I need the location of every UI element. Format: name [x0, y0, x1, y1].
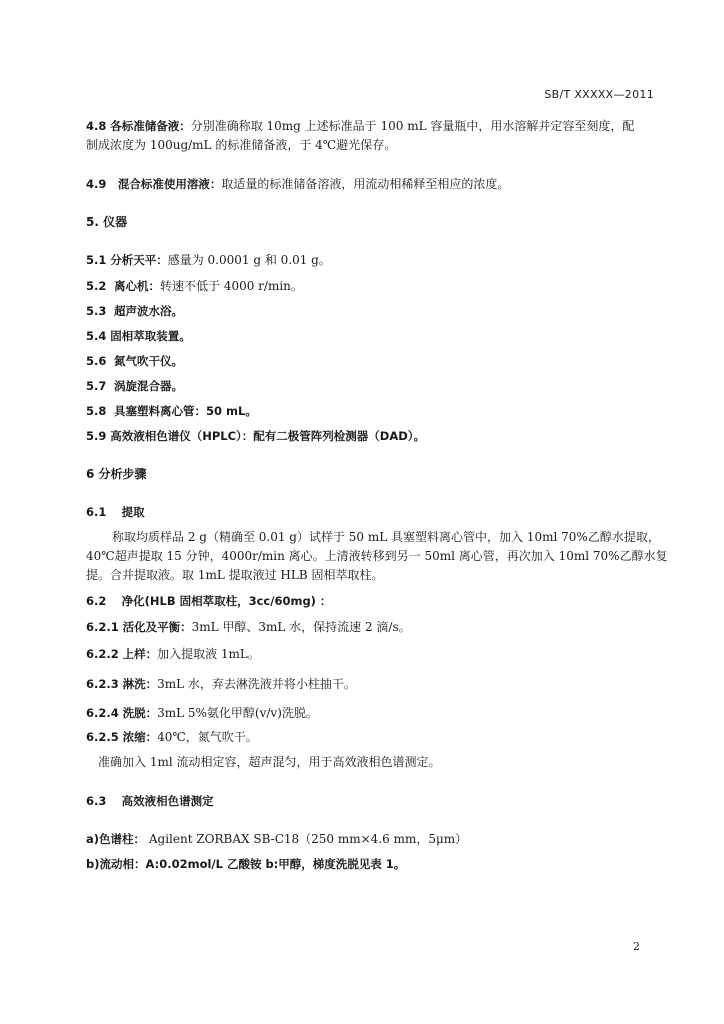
clause-6-1-line-3: 提。合并提取液。取 1mL 提取液过 HLB 固相萃取柱。 — [86, 568, 384, 582]
clause-number: 4.9 — [86, 177, 107, 191]
clause-term: 具塞塑料离心管： — [114, 404, 207, 418]
clause-term: 分析天平： — [110, 253, 168, 267]
clause-5-1 — [86, 251, 658, 270]
clause-number: 6.2.3 — [86, 677, 119, 691]
section-5-title: 5. 仪器 — [86, 215, 128, 229]
clause-term: 离心机： — [114, 279, 161, 293]
clause-text: 取适量的标准储备溶液，用流动相稀释至相应的浓度。 — [221, 177, 510, 191]
clause-4-9 — [86, 175, 658, 194]
clause-4-8 — [86, 117, 658, 136]
clause-term: 涡旋混合器。 — [114, 379, 184, 393]
clause-6-1-line-1: 称取均质样品 2 g（精确至 0.01 g）试样于 50 mL 具塞塑料离心管中，加入 10ml 70%乙醇水提取， — [112, 530, 660, 544]
clause-number: 5.7 — [86, 379, 107, 393]
clause-6-2 — [86, 592, 658, 611]
clause-number: 6.2.4 — [86, 706, 119, 720]
clause-number: 5.6 — [86, 354, 107, 368]
clause-number: 6.1 — [86, 505, 107, 519]
clause-4-8-cont: 制成浓度为 100ug/mL 的标准储备液，于 4℃避光保存。 — [86, 138, 397, 152]
clause-term: 超声波水浴。 — [114, 304, 184, 318]
clause-number: 5.8 — [86, 404, 107, 418]
clause-5-4 — [86, 327, 658, 346]
clause-number: 5.1 — [86, 253, 107, 267]
item-label: b)流动相： — [86, 857, 146, 871]
clause-6-2-4 — [86, 704, 658, 723]
clause-term: 淋洗： — [122, 677, 158, 691]
clause-text: 感量为 0.0001 g 和 0.01 g。 — [167, 253, 331, 267]
clause-number: 6.2.5 — [86, 730, 119, 744]
clause-number: 6.2.1 — [86, 620, 119, 634]
clause-6-2-2 — [86, 645, 658, 664]
clause-5-7 — [86, 377, 658, 396]
clause-number: 5.3 — [86, 304, 107, 318]
clause-text: 50 mL。 — [206, 404, 257, 418]
clause-number: 5.4 — [86, 329, 107, 343]
clause-term: 活化及平衡： — [122, 620, 192, 634]
clause-text: 3mL 水，弃去淋洗液并将小柱抽干。 — [157, 677, 356, 691]
clause-5-9 — [86, 427, 658, 446]
clause-text: 3mL 5%氨化甲醇(v/v)洗脱。 — [157, 706, 318, 720]
clause-term: 上样： — [122, 647, 158, 661]
clause-term: 高效液相色谱测定 — [121, 794, 214, 808]
clause-number: 5.9 — [86, 429, 107, 443]
clause-term: 混合标准使用溶液： — [117, 177, 222, 191]
item-label: a)色谱柱： — [86, 832, 146, 846]
clause-term: 净化(HLB 固相萃取柱，3cc/60mg) ： — [121, 594, 332, 608]
clause-number: 4.8 — [86, 119, 107, 133]
clause-number: 6.2 — [86, 594, 107, 608]
clause-number: 5.2 — [86, 279, 107, 293]
clause-term: 洗脱： — [122, 706, 158, 720]
standard-code: SB/T XXXXX—2011 — [544, 88, 654, 101]
clause-term: 固相萃取装置。 — [110, 329, 191, 343]
clause-term: 各标准储备液： — [110, 119, 191, 133]
page-number: 2 — [633, 940, 640, 953]
clause-text: 3mL 甲醇、3mL 水，保持流速 2 滴/s。 — [191, 620, 411, 634]
clause-5-2 — [86, 277, 658, 296]
item-b — [86, 855, 658, 874]
clause-6-2-note: 准确加入 1ml 流动相定容，超声混匀，用于高效液相色谱测定。 — [98, 755, 441, 769]
clause-5-8 — [86, 402, 658, 421]
clause-term: 高效液相色谱仪（HPLC）：配有二极管阵列检测器（DAD）。 — [110, 429, 426, 443]
clause-5-6 — [86, 352, 658, 371]
item-a — [86, 830, 658, 849]
clause-term: 提取 — [121, 505, 145, 519]
clause-term: 浓缩： — [122, 730, 158, 744]
clause-6-2-5 — [86, 728, 658, 747]
clause-text: 40℃，氮气吹干。 — [157, 730, 258, 744]
clause-number: 6.2.2 — [86, 647, 119, 661]
clause-text: 加入提取液 1mL。 — [157, 647, 260, 661]
item-text: Agilent ZORBAX SB-C18（250 mm×4.6 mm，5μm） — [148, 832, 468, 846]
clause-number: 6.3 — [86, 794, 107, 808]
clause-6-2-1 — [86, 618, 658, 637]
item-text: A:0.02mol/L 乙酸铵 b:甲醇，梯度洗脱见表 1。 — [145, 857, 406, 871]
clause-6-3 — [86, 792, 658, 811]
clause-term: 氮气吹干仪。 — [114, 354, 184, 368]
clause-5-3 — [86, 302, 658, 321]
clause-6-1-line-2: 40℃超声提取 15 分钟，4000r/min 离心。上清液转移到另一 50ml 离心管，再次加入 10ml 70%乙醇水复 — [86, 549, 668, 563]
clause-6-2-3 — [86, 675, 658, 694]
clause-text: 转速不低于 4000 r/min。 — [160, 279, 303, 293]
section-6-title: 6 分析步骤 — [86, 467, 147, 481]
clause-6-1 — [86, 503, 658, 522]
clause-text: 分别准确称取 10mg 上述标准品于 100 mL 容量瓶中，用水溶解并定容至刻度，配 — [190, 119, 635, 133]
